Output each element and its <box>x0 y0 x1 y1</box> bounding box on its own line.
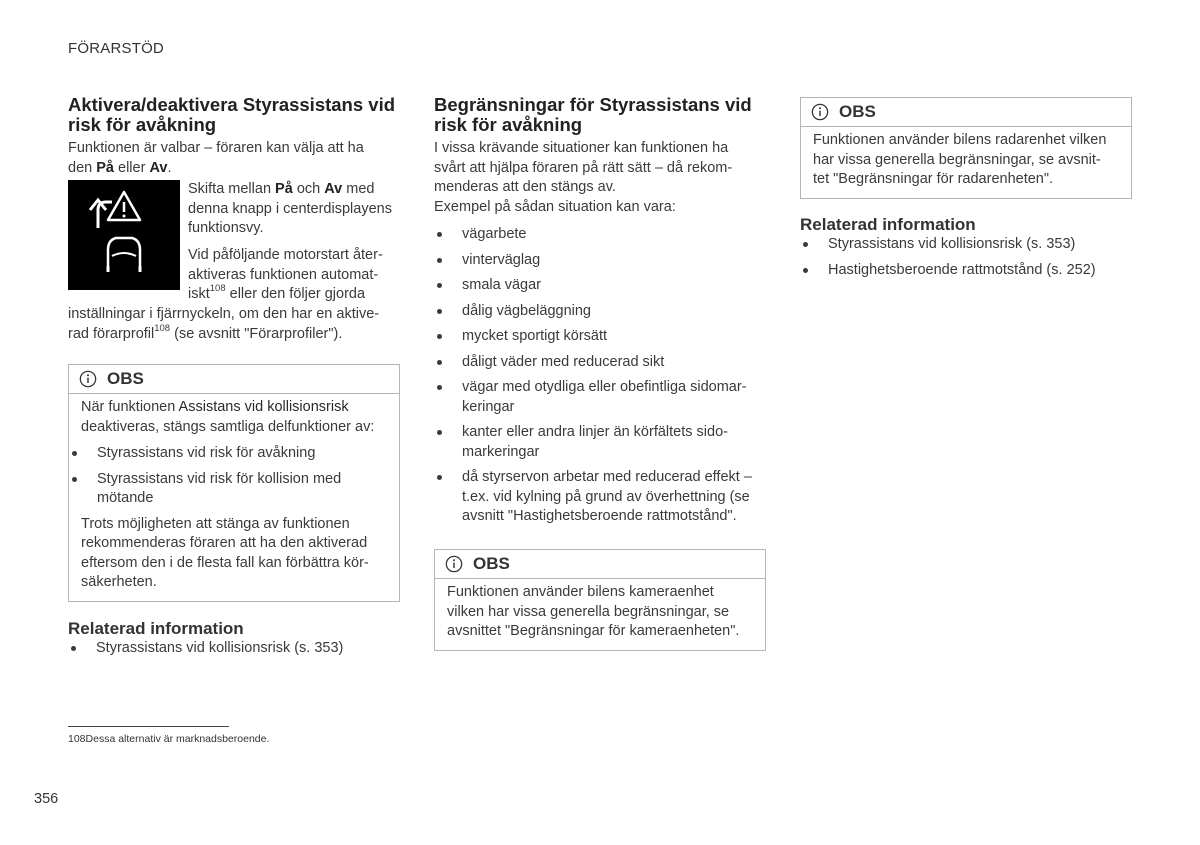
obs-header <box>801 98 1131 127</box>
related-title: Relaterad information <box>68 619 244 638</box>
restart-text-cont: inställningar i fjärrnyckeln, om den har en aktive- rad förarprofil$^{108}$ (se avsnitt "Förarprofiler"). <box>68 306 380 342</box>
related-link[interactable]: Hastighetsberoende rattmotstånd (s. 252) <box>800 261 1140 281</box>
list-item: Styrassistans vid risk för kollision med mötande <box>69 470 387 509</box>
obs-title: OBS <box>839 102 876 121</box>
switch-text: Skifta mellan På och Av med denna knapp i centerdisplayens funktionsvy. <box>188 181 392 236</box>
obs-body: När funktionen Assistans vid kollisionsrisk deaktiveras, stängs samtliga delfunktioner av: Styrassistans vid risk för avåkning Styrassistans vid risk för kollision med mötande Trots möjligheten att stänga av funktionen rekommenderas föraren att ha den aktiverad eftersom den i de flesta fall kan förbättra kör- säkerheten. <box>69 394 399 601</box>
footnote-ref: 108 <box>154 322 171 334</box>
list-item: kanter eller andra linjer än körfältets sido- markeringar <box>434 423 774 462</box>
col2-title: Begränsningar för Styrassistans vid risk för avåkning <box>434 94 752 135</box>
list-item: vinterväglag <box>434 251 774 271</box>
col1-intro: Funktionen är valbar – föraren kan välja att ha den På eller Av. <box>68 140 364 176</box>
column-1 <box>68 95 400 178</box>
col2-intro: I vissa krävande situationer kan funktionen ha svårt att hjälpa föraren på rätt sätt – då rekom- menderas att den stängs av. <box>434 140 733 195</box>
list-item: smala vägar <box>434 276 774 296</box>
footnote-divider <box>68 726 229 727</box>
info-icon <box>445 555 463 573</box>
related-link[interactable]: Styrassistans vid kollisionsrisk (s. 353) <box>800 235 1140 255</box>
list-item: Styrassistans vid risk för avåkning <box>69 444 387 464</box>
list-item: mycket sportigt körsätt <box>434 327 774 347</box>
related-title: Relaterad information <box>800 215 976 234</box>
list-item: dålig vägbeläggning <box>434 302 774 322</box>
obs-box-3 <box>800 97 1132 199</box>
list-item: vägar med otydliga eller obefintliga sidomar- keringar <box>434 378 774 417</box>
list-item: vägarbete <box>434 225 774 245</box>
col1-title: Aktivera/deaktivera Styrassistans vid risk för avåkning <box>68 94 396 135</box>
list-item: då styrservon arbetar med reducerad effekt – t.ex. vid kylning på grund av överhettning (se avsnitt "Hastighetsberoende rattmotstånd". <box>434 468 774 527</box>
info-icon <box>79 370 97 388</box>
obs-body: Funktionen använder bilens radarenhet vilken har vissa generella begränsningar, se avsnit- tet "Begränsningar för radarenheten". <box>813 132 1107 187</box>
restart-text: Vid påföljande motorstart åter- aktiveras funktionen automat- iskt$^{108}$ eller den följer gjorda <box>188 247 383 302</box>
steering-assist-button-icon <box>68 180 180 290</box>
obs-box-1 <box>68 364 400 602</box>
column-2 <box>434 95 774 527</box>
col2-example: Exempel på sådan situation kan vara: <box>434 198 676 215</box>
obs-header <box>69 365 399 394</box>
section-header: FÖRARSTÖD <box>68 40 164 57</box>
obs-title: OBS <box>107 369 144 388</box>
col3-related <box>800 215 1140 280</box>
obs-body: Funktionen använder bilens kameraenhet vilken har vissa generella begränsningar, se avsnittet "Begränsningar för kameraenheten". <box>447 584 740 639</box>
related-link[interactable]: Styrassistans vid kollisionsrisk (s. 353) <box>68 639 403 659</box>
footnote: 108Dessa alternativ är marknadsberoende. <box>68 733 270 745</box>
col1-related <box>68 619 403 659</box>
page-number: 356 <box>34 791 59 807</box>
obs-title: OBS <box>473 554 510 573</box>
info-icon <box>811 103 829 121</box>
col2-list <box>434 225 774 527</box>
obs-header <box>435 550 765 579</box>
related-list <box>800 235 1140 280</box>
related-list <box>68 639 403 659</box>
list-item: dåligt väder med reducerad sikt <box>434 353 774 373</box>
footnote-ref: 108 <box>209 283 226 295</box>
obs-list <box>69 444 387 509</box>
obs-box-2 <box>434 549 766 651</box>
